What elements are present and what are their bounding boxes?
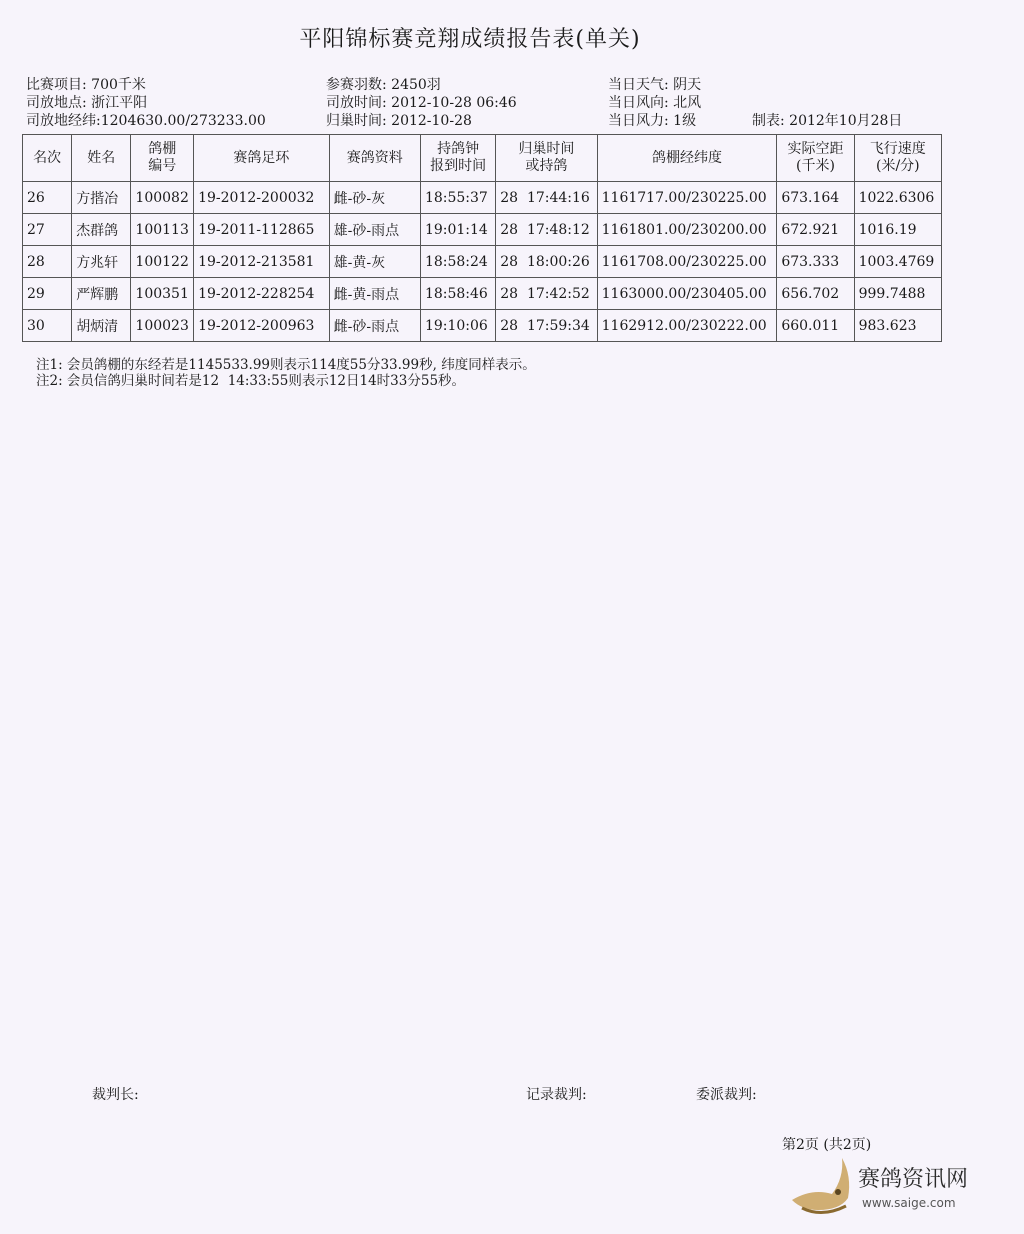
header-name: 姓名 [72, 135, 131, 182]
cell-return: 28 17:48:12 [496, 214, 597, 246]
header-speed: 飞行速度 (米/分) [854, 135, 941, 182]
cell-name: 胡炳清 [72, 310, 131, 342]
page-number: 第2页 (共2页) [782, 1137, 872, 1153]
header-coords: 鸽棚经纬度 [597, 135, 777, 182]
cell-loft: 100023 [131, 310, 194, 342]
cell-coords: 1161801.00/230200.00 [597, 214, 777, 246]
note-1: 注1: 会员鸽棚的东经若是1145533.99则表示114度55分33.99秒, 纬度同样表示。 [36, 357, 536, 373]
cell-info: 雌-黄-雨点 [329, 278, 420, 310]
cell-distance: 660.011 [777, 310, 854, 342]
meta-wind-direction: 当日风向: 北风 [608, 95, 702, 111]
cell-speed: 999.7488 [854, 278, 941, 310]
notes-block [36, 357, 536, 389]
meta-made-date: 制表: 2012年10月28日 [752, 113, 903, 129]
cell-clock: 19:01:14 [420, 214, 495, 246]
meta-weather: 当日天气: 阴天 [608, 77, 702, 93]
header-ring: 赛鸽足环 [194, 135, 330, 182]
meta-column-2 [326, 76, 517, 130]
note-2: 注2: 会员信鸽归巢时间若是12 14:33:55则表示12日14时33分55秒。 [36, 373, 466, 389]
cell-distance: 656.702 [777, 278, 854, 310]
cell-clock: 18:55:37 [420, 182, 495, 214]
table-row [23, 214, 942, 246]
pigeon-logo-icon [782, 1148, 862, 1228]
table-row [23, 310, 942, 342]
cell-return: 28 17:42:52 [496, 278, 597, 310]
cell-return: 28 17:59:34 [496, 310, 597, 342]
cell-name: 方揩冶 [72, 182, 131, 214]
cell-loft: 100082 [131, 182, 194, 214]
watermark-site-name: 赛鸽资讯网 [858, 1167, 969, 1192]
cell-name: 严辉鹏 [72, 278, 131, 310]
meta-entries: 参赛羽数: 2450羽 [326, 77, 441, 93]
cell-return: 28 17:44:16 [496, 182, 597, 214]
cell-ring: 19-2011-112865 [194, 214, 330, 246]
meta-column-1 [26, 76, 266, 130]
table-row [23, 246, 942, 278]
results-table [22, 134, 942, 342]
cell-rank: 28 [23, 246, 72, 278]
report-title: 平阳锦标赛竞翔成绩报告表(单关) [299, 27, 641, 52]
header-clock-time: 持鸽钟 报到时间 [420, 135, 495, 182]
cell-speed: 1016.19 [854, 214, 941, 246]
header-return-time: 归巢时间 或持鸽 [496, 135, 597, 182]
cell-distance: 672.921 [777, 214, 854, 246]
cell-rank: 30 [23, 310, 72, 342]
cell-clock: 18:58:24 [420, 246, 495, 278]
watermark-url: www.saige.com [862, 1196, 956, 1210]
cell-distance: 673.333 [777, 246, 854, 278]
cell-loft: 100113 [131, 214, 194, 246]
cell-coords: 1162912.00/230222.00 [597, 310, 777, 342]
cell-speed: 1022.6306 [854, 182, 941, 214]
cell-info: 雌-砂-灰 [329, 182, 420, 214]
meta-column-3 [608, 76, 701, 130]
cell-loft: 100122 [131, 246, 194, 278]
cell-coords: 1161708.00/230225.00 [597, 246, 777, 278]
cell-clock: 18:58:46 [420, 278, 495, 310]
signature-delegate-judge: 委派裁判: [696, 1087, 757, 1103]
cell-coords: 1163000.00/230405.00 [597, 278, 777, 310]
header-distance: 实际空距 (千米) [777, 135, 854, 182]
meta-release-coords: 司放地经纬:1204630.00/273233.00 [26, 113, 266, 129]
cell-ring: 19-2012-213581 [194, 246, 330, 278]
meta-wind-force: 当日风力: 1级 [608, 113, 697, 129]
cell-ring: 19-2012-200963 [194, 310, 330, 342]
meta-return-date: 归巢时间: 2012-10-28 [326, 113, 472, 129]
cell-info: 雌-砂-雨点 [329, 310, 420, 342]
header-loft-no: 鸽棚 编号 [131, 135, 194, 182]
cell-distance: 673.164 [777, 182, 854, 214]
table-row [23, 182, 942, 214]
table-row [23, 278, 942, 310]
cell-loft: 100351 [131, 278, 194, 310]
cell-name: 杰群鸽 [72, 214, 131, 246]
cell-name: 方兆轩 [72, 246, 131, 278]
watermark-logo [782, 1148, 982, 1228]
cell-rank: 27 [23, 214, 72, 246]
cell-clock: 19:10:06 [420, 310, 495, 342]
meta-release-time: 司放时间: 2012-10-28 06:46 [326, 95, 517, 111]
meta-race-item: 比赛项目: 700千米 [26, 77, 146, 93]
signature-chief-judge: 裁判长: [92, 1087, 139, 1103]
header-info: 赛鸽资料 [329, 135, 420, 182]
cell-return: 28 18:00:26 [496, 246, 597, 278]
cell-ring: 19-2012-200032 [194, 182, 330, 214]
header-rank: 名次 [23, 135, 72, 182]
cell-info: 雄-黄-灰 [329, 246, 420, 278]
cell-rank: 26 [23, 182, 72, 214]
cell-info: 雄-砂-雨点 [329, 214, 420, 246]
meta-release-location: 司放地点: 浙江平阳 [26, 95, 148, 111]
table-header-row [23, 135, 942, 182]
cell-speed: 983.623 [854, 310, 941, 342]
signature-recording-judge: 记录裁判: [526, 1087, 587, 1103]
cell-ring: 19-2012-228254 [194, 278, 330, 310]
cell-speed: 1003.4769 [854, 246, 941, 278]
cell-coords: 1161717.00/230225.00 [597, 182, 777, 214]
cell-rank: 29 [23, 278, 72, 310]
